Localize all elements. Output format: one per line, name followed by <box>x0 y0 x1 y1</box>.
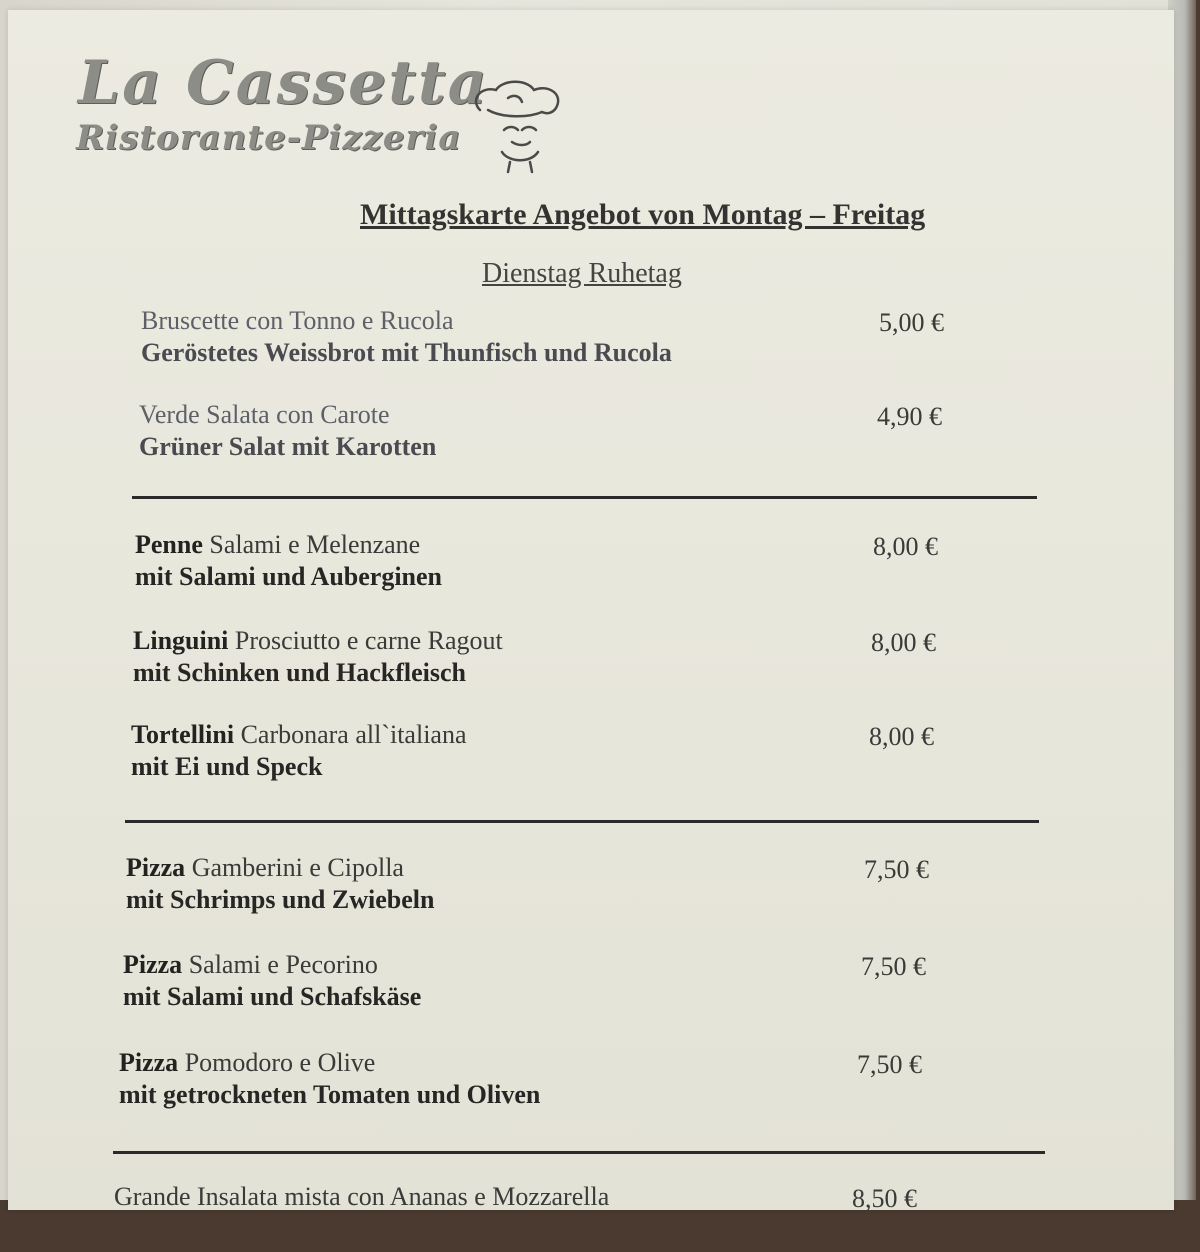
item-title: Pizza Pomodoro e Olive <box>119 1048 376 1077</box>
section-divider <box>132 496 1037 499</box>
item-price: 7,50 € <box>857 1050 922 1079</box>
restaurant-logo-name: La Cassetta <box>78 48 489 118</box>
menu-item <box>123 950 963 1020</box>
item-title: Pizza Salami e Pecorino <box>123 950 378 979</box>
item-description: mit Schinken und Hackfleisch <box>133 658 467 687</box>
section-divider <box>113 1151 1045 1154</box>
item-title: Linguini Prosciutto e carne Ragout <box>133 626 503 655</box>
menu-page <box>8 10 1174 1213</box>
item-price: 8,00 € <box>873 532 938 561</box>
section-divider <box>125 820 1039 823</box>
menu-item <box>131 720 971 790</box>
item-description: mit Salami und Auberginen <box>135 562 443 591</box>
chef-hat-icon <box>468 80 573 180</box>
item-description: Geröstetes Weissbrot mit Thunfisch und Rucola <box>141 338 672 367</box>
restaurant-logo-tagline: Ristorante-Pizzeria <box>76 118 462 158</box>
item-title: Tortellini Carbonara all`italiana <box>131 720 467 749</box>
menu-item <box>126 853 966 923</box>
menu-item <box>141 306 981 376</box>
item-title: Verde Salata con Carote <box>139 400 390 429</box>
item-description: mit Salami und Schafskäse <box>123 982 422 1011</box>
item-price: 7,50 € <box>861 952 926 981</box>
menu-item <box>135 530 975 600</box>
item-title: Penne Salami e Melenzane <box>135 530 421 559</box>
menu-item <box>114 1182 954 1252</box>
closed-day-note: Dienstag Ruhetag <box>482 258 682 289</box>
item-description: mit getrockneten Tomaten und Oliven <box>119 1080 541 1109</box>
item-price: 8,00 € <box>871 628 936 657</box>
item-price: 4,90 € <box>877 402 942 431</box>
item-price: 5,00 € <box>879 308 944 337</box>
item-price: 8,50 € <box>852 1184 917 1213</box>
item-price: 7,50 € <box>864 855 929 884</box>
item-description: mit Schrimps und Zwiebeln <box>126 885 435 914</box>
menu-heading: Mittagskarte Angebot von Montag – Freitag <box>360 198 926 231</box>
item-title: Grande Insalata mista con Ananas e Mozzarella <box>114 1182 610 1211</box>
menu-item <box>119 1048 959 1118</box>
item-title: Bruscette con Tonno e Rucola <box>141 306 454 335</box>
item-description: Grüner Salat mit Karotten <box>139 432 437 461</box>
menu-item <box>133 626 973 696</box>
item-title: Pizza Gamberini e Cipolla <box>126 853 404 882</box>
item-price: 8,00 € <box>869 722 934 751</box>
item-description: mit Ei und Speck <box>131 752 323 781</box>
menu-item <box>139 400 979 470</box>
